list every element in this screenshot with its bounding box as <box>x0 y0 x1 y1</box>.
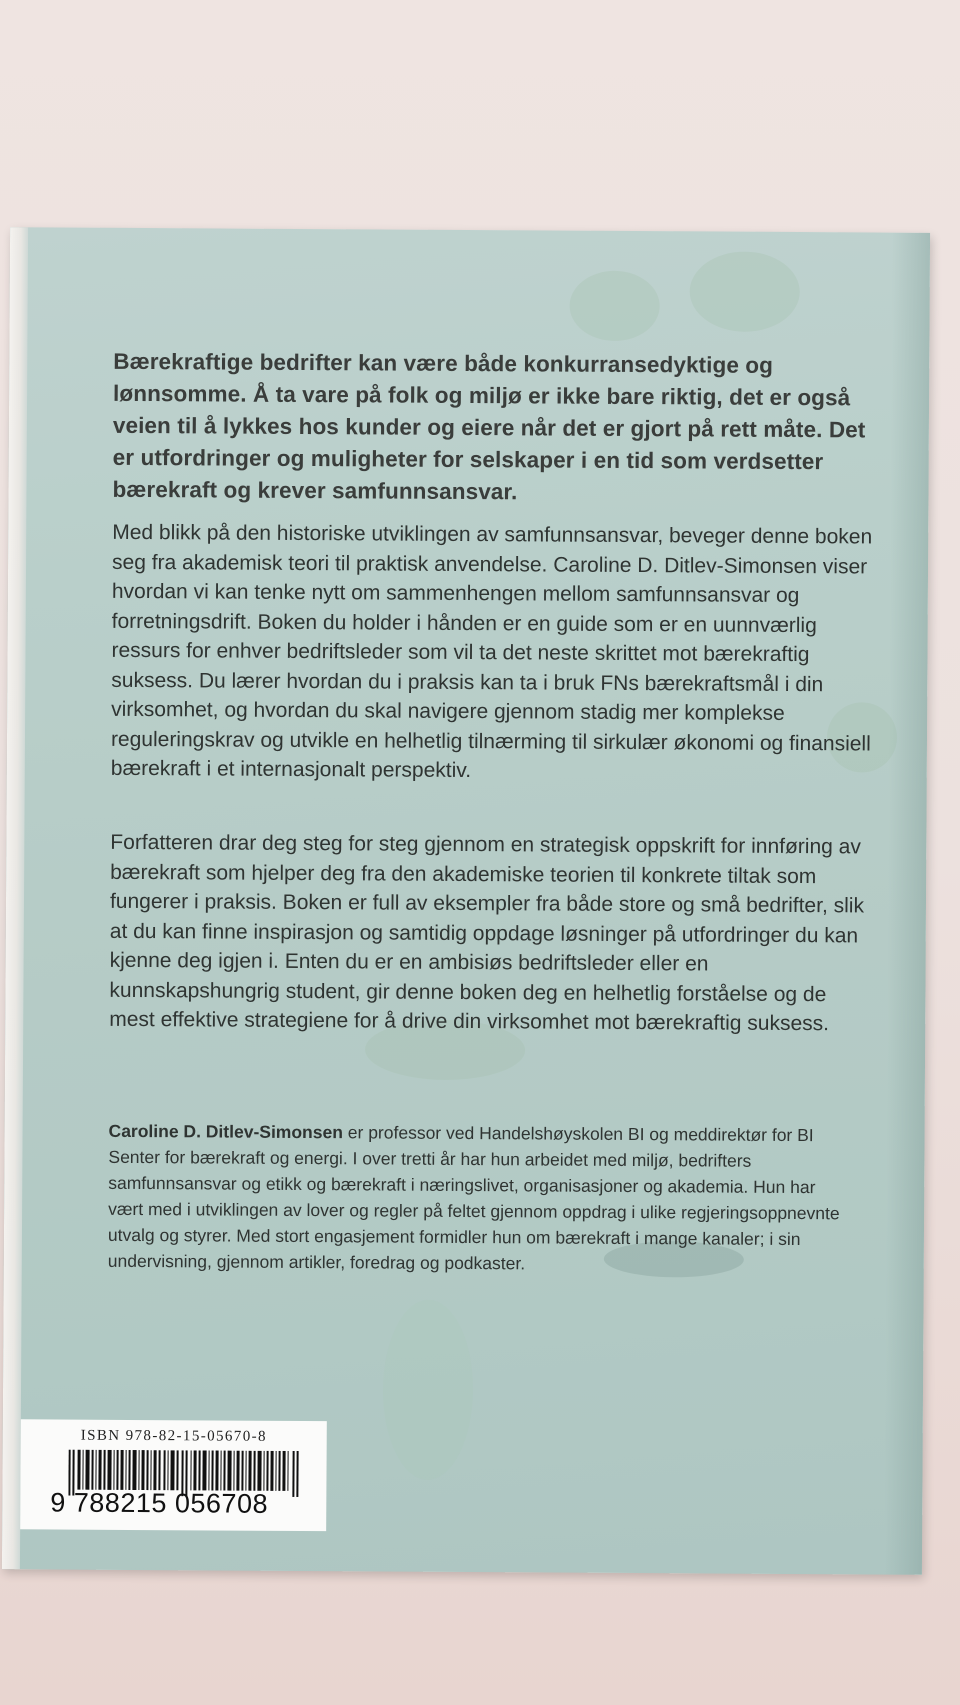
leaf-decoration <box>382 1300 473 1481</box>
author-name: Caroline D. Ditlev-Simonsen <box>108 1120 344 1143</box>
leaf-decoration <box>689 251 799 332</box>
barcode-digits: 9 788215 056708 <box>50 1487 269 1519</box>
book-back-cover <box>2 227 930 1575</box>
leaf-decoration <box>569 271 659 342</box>
author-bio-text: er professor ved Handelshøyskolen BI og meddirektør for BI Senter for bærekraft og energi. I over tretti år har hun arbeidet med miljø, bedrifters samfunnsansvar og etikk og bærekraft i næringslivet, organisasjoner og akademia. Hun har vært med i utviklingen av lover og regler på feltet gjennom oppdrag i ulike regjeringsoppnevnte utvalg og styrer. Med stort engasjement formidler hun om bærekraft i mange kanaler; i sin undervisning, gjennom artikler, foredrag og podkaster. <box>107 1122 840 1274</box>
spine-shadow <box>884 233 930 1575</box>
isbn-number: ISBN 978-82-15-05670-8 <box>80 1427 267 1445</box>
isbn-barcode-label <box>20 1419 327 1531</box>
author-bio <box>108 1118 849 1279</box>
description-paragraph-1: Med blikk på den historiske utviklingen av samfunnsansvar, beveger denne boken seg fra akademisk teori til praktisk anvendelse. Caroline D. Ditlev-Simonsen viser hvordan vi kan tenke nytt om sammenhengen mellom samfunnsansvar og forretningsdrift. Boken du holder i hånden er en guide som er en uunnværlig ressurs for enhver bedriftsleder som vil ta det neste skrittet mot bærekraftig suksess. Du lærer hvordan du i praksis kan ta i bruk FNs bærekraftsmål i din virksomhet, og hvordan du skal navigere gjennom stadig mer komplekse reguleringskrav og utvikle en helhetlig tilnærming til sirkulær økonomi og finansiell bærekraft i et internasjonalt perspektiv. <box>110 520 873 783</box>
description-paragraph-2: Forfatteren drar deg steg for steg gjennom en strategisk oppskrift for innføring av bærekraft som hjelper deg fra den akademiske teorien til konkrete tiltak som fungerer i praksis. Boken er full av eksempler fra både store og små bedrifter, slik at du kan finne inspirasjon og samtidig oppdage løsninger på utfordringer du kan kjenne deg igjen i. Enten du er en ambisiøs bedriftsleder eller en kunnskapshungrig student, gir denne boken deg en helhetlig forståelse og de mest effektive strategiene for å drive din virksomhet mot bærekraftig suksess. <box>109 830 865 1036</box>
page-edges <box>2 227 28 1569</box>
intro-paragraph: Bærekraftige bedrifter kan være både konkurransedyktige og lønnsomme. Å ta vare på folk og miljø er ikke bare riktig, det er også veien til å lykkes hos kunder og eiere når det er gjort på rett måte. Det er utfordringer og muligheter for selskaper i en tid som verdsetter bærekraft og krever samfunnsansvar. <box>112 348 866 505</box>
